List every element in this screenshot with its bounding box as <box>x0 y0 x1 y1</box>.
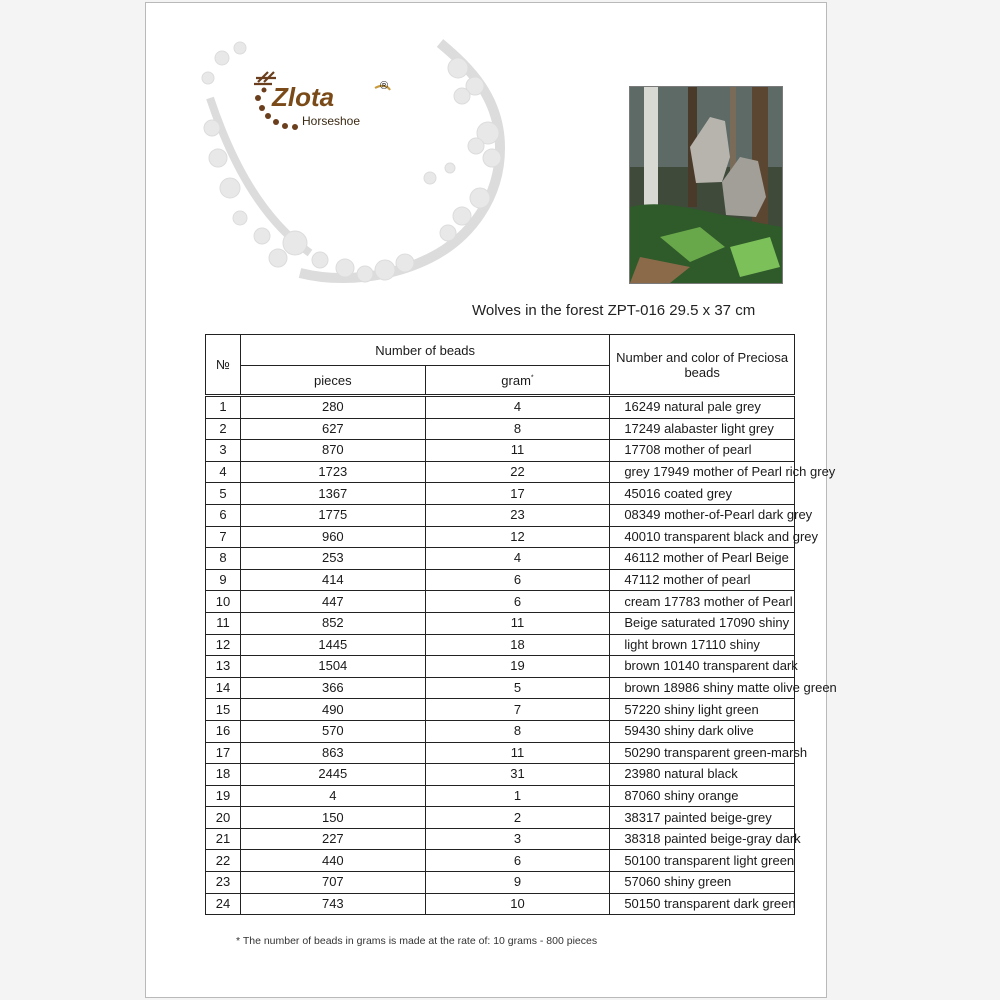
row-color: 50100 transparent light green <box>610 850 795 872</box>
row-number: 9 <box>206 569 241 591</box>
row-color: 47112 mother of pearl <box>610 569 795 591</box>
row-color: 23980 natural black <box>610 764 795 786</box>
row-pieces: 1775 <box>241 504 426 526</box>
table-row <box>206 440 795 462</box>
row-number: 19 <box>206 785 241 807</box>
row-color: 87060 shiny orange <box>610 785 795 807</box>
row-number: 21 <box>206 828 241 850</box>
table-row <box>206 396 795 419</box>
row-number: 6 <box>206 504 241 526</box>
row-gram: 6 <box>425 591 610 613</box>
row-pieces: 1723 <box>241 461 426 483</box>
row-number: 10 <box>206 591 241 613</box>
row-color: 08349 mother-of-Pearl dark grey <box>610 504 795 526</box>
row-number: 4 <box>206 461 241 483</box>
table-row <box>206 418 795 440</box>
row-gram: 5 <box>425 677 610 699</box>
footnote: * The number of beads in grams is made at the rate of: 10 grams - 800 pieces <box>236 935 598 947</box>
row-gram: 8 <box>425 720 610 742</box>
row-pieces: 366 <box>241 677 426 699</box>
row-gram: 11 <box>425 612 610 634</box>
row-pieces: 227 <box>241 828 426 850</box>
row-gram: 9 <box>425 872 610 894</box>
table-row <box>206 612 795 634</box>
row-color: 46112 mother of Pearl Beige <box>610 548 795 570</box>
row-color: 50290 transparent green-marsh <box>610 742 795 764</box>
row-gram: 8 <box>425 418 610 440</box>
row-gram: 17 <box>425 483 610 505</box>
row-number: 18 <box>206 764 241 786</box>
header-beads-group: Number of beads <box>241 335 610 366</box>
table-row <box>206 634 795 656</box>
row-pieces: 707 <box>241 872 426 894</box>
row-pieces: 150 <box>241 807 426 829</box>
row-color: 38317 painted beige-grey <box>610 807 795 829</box>
row-number: 24 <box>206 893 241 915</box>
table-row <box>206 483 795 505</box>
row-gram: 1 <box>425 785 610 807</box>
table-row <box>206 893 795 915</box>
row-number: 13 <box>206 656 241 678</box>
row-gram: 2 <box>425 807 610 829</box>
table-row <box>206 548 795 570</box>
row-gram: 11 <box>425 742 610 764</box>
table-row <box>206 677 795 699</box>
row-gram: 23 <box>425 504 610 526</box>
row-color: 57060 shiny green <box>610 872 795 894</box>
row-color: 38318 painted beige-gray dark <box>610 828 795 850</box>
row-number: 23 <box>206 872 241 894</box>
row-pieces: 490 <box>241 699 426 721</box>
table-row <box>206 526 795 548</box>
row-pieces: 1445 <box>241 634 426 656</box>
row-pieces: 743 <box>241 893 426 915</box>
row-number: 11 <box>206 612 241 634</box>
row-color: grey 17949 mother of Pearl rich grey <box>610 461 795 483</box>
row-gram: 10 <box>425 893 610 915</box>
row-pieces: 4 <box>241 785 426 807</box>
row-gram: 19 <box>425 656 610 678</box>
header-number: № <box>206 335 241 396</box>
row-gram: 3 <box>425 828 610 850</box>
row-pieces: 2445 <box>241 764 426 786</box>
row-pieces: 1504 <box>241 656 426 678</box>
table-row <box>206 569 795 591</box>
pattern-preview-image <box>629 86 783 284</box>
pattern-title: Wolves in the forest ZPT-016 29.5 x 37 cm <box>472 302 756 319</box>
row-color: cream 17783 mother of Pearl <box>610 591 795 613</box>
row-gram: 18 <box>425 634 610 656</box>
row-pieces: 1367 <box>241 483 426 505</box>
row-pieces: 863 <box>241 742 426 764</box>
row-number: 5 <box>206 483 241 505</box>
table-row <box>206 785 795 807</box>
row-color: 17249 alabaster light grey <box>610 418 795 440</box>
row-pieces: 447 <box>241 591 426 613</box>
table-row <box>206 656 795 678</box>
row-pieces: 570 <box>241 720 426 742</box>
table-row <box>206 807 795 829</box>
row-gram: 4 <box>425 548 610 570</box>
row-color: brown 18986 shiny matte olive green <box>610 677 795 699</box>
row-number: 17 <box>206 742 241 764</box>
row-gram: 4 <box>425 396 610 419</box>
row-number: 22 <box>206 850 241 872</box>
brand-subtitle: Horseshoe <box>302 114 361 128</box>
table-row <box>206 591 795 613</box>
row-number: 8 <box>206 548 241 570</box>
row-pieces: 852 <box>241 612 426 634</box>
row-number: 2 <box>206 418 241 440</box>
table-row <box>206 504 795 526</box>
row-gram: 22 <box>425 461 610 483</box>
row-pieces: 440 <box>241 850 426 872</box>
row-color: 50150 transparent dark green <box>610 893 795 915</box>
brand-name: Zlota <box>272 82 335 112</box>
table-row <box>206 850 795 872</box>
table-row <box>206 720 795 742</box>
bead-table <box>205 334 837 915</box>
row-number: 3 <box>206 440 241 462</box>
row-gram: 6 <box>425 569 610 591</box>
row-gram: 12 <box>425 526 610 548</box>
row-color: 40010 transparent black and grey <box>610 526 795 548</box>
table-row <box>206 699 795 721</box>
row-number: 14 <box>206 677 241 699</box>
row-number: 7 <box>206 526 241 548</box>
row-number: 12 <box>206 634 241 656</box>
row-gram: 7 <box>425 699 610 721</box>
row-color: 16249 natural pale grey <box>610 396 795 419</box>
row-pieces: 627 <box>241 418 426 440</box>
table-row <box>206 828 795 850</box>
row-pieces: 960 <box>241 526 426 548</box>
row-color: light brown 17110 shiny <box>610 634 795 656</box>
table-row <box>206 461 795 483</box>
row-gram: 31 <box>425 764 610 786</box>
row-color: Beige saturated 17090 shiny <box>610 612 795 634</box>
row-color: brown 10140 transparent dark <box>610 656 795 678</box>
row-color: 17708 mother of pearl <box>610 440 795 462</box>
row-pieces: 870 <box>241 440 426 462</box>
row-gram: 6 <box>425 850 610 872</box>
row-color: 45016 coated grey <box>610 483 795 505</box>
table-row <box>206 742 795 764</box>
row-number: 20 <box>206 807 241 829</box>
row-number: 1 <box>206 396 241 419</box>
header-pieces: pieces <box>241 366 426 396</box>
row-number: 16 <box>206 720 241 742</box>
row-gram: 11 <box>425 440 610 462</box>
header-color: Number and color of Preciosa beads <box>610 335 795 396</box>
row-number: 15 <box>206 699 241 721</box>
table-row <box>206 872 795 894</box>
row-color: 57220 shiny light green <box>610 699 795 721</box>
row-pieces: 280 <box>241 396 426 419</box>
header-gram: gram* <box>425 366 610 396</box>
table-row <box>206 764 795 786</box>
row-pieces: 414 <box>241 569 426 591</box>
row-pieces: 253 <box>241 548 426 570</box>
row-color: 59430 shiny dark olive <box>610 720 795 742</box>
registered-mark: ® <box>380 80 389 92</box>
